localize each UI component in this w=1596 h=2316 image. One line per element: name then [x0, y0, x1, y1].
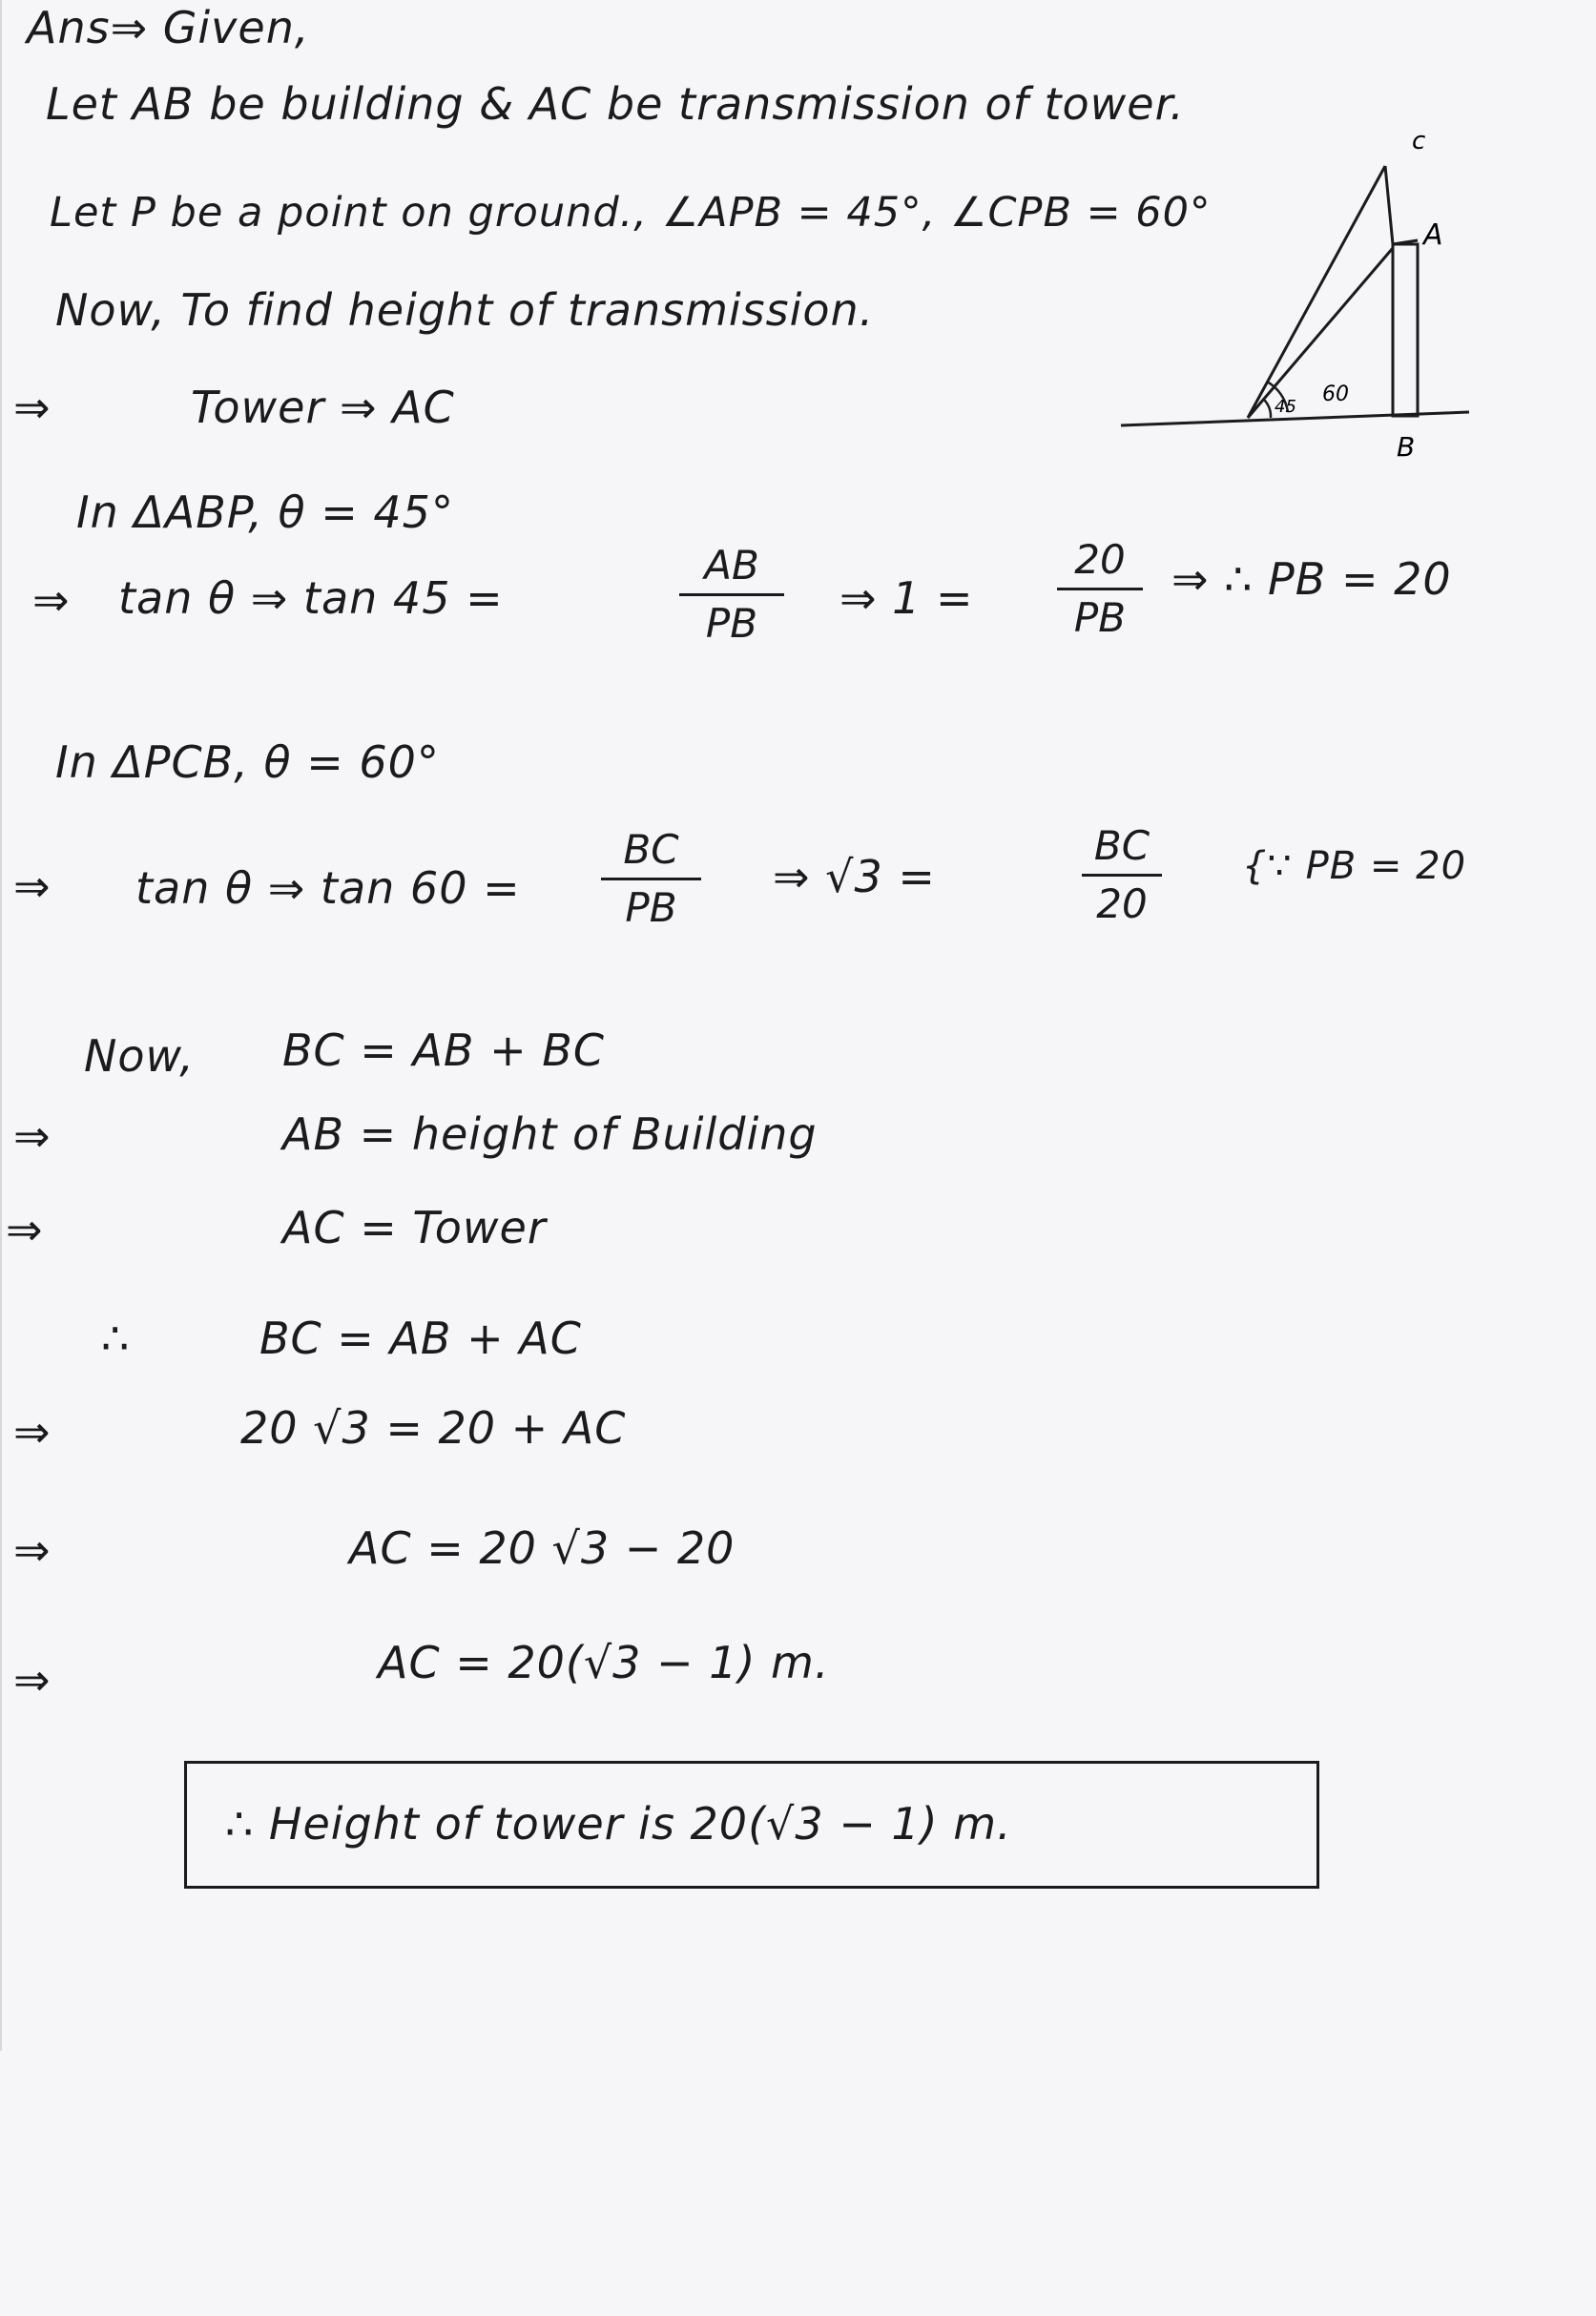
implies-arrow: ⇒	[13, 860, 51, 912]
line-root3-equals: ⇒ √3 =	[773, 851, 936, 902]
implies-arrow: ⇒	[13, 382, 51, 433]
line-now: Now,	[84, 1030, 195, 1082]
fraction-denominator: PB	[705, 600, 758, 647]
tower-diagram	[1107, 114, 1507, 467]
line-ac-tower: AC = Tower	[282, 1202, 547, 1253]
fraction-bar	[1082, 874, 1162, 877]
line-bc-sum: BC = AB + BC	[282, 1024, 605, 1076]
sight-line-to-a	[1248, 248, 1393, 418]
angle-60-label: 60	[1322, 383, 1349, 406]
line-ac-result: AC = 20(√3 − 1) m.	[378, 1637, 830, 1688]
line-since-pb-20: {∵ PB = 20	[1242, 844, 1467, 888]
implies-arrow: ⇒	[13, 1406, 51, 1458]
line-tan60: tan θ ⇒ tan 60 =	[135, 862, 521, 914]
fraction-numerator: 20	[1074, 536, 1126, 583]
line-20root3: 20 √3 = 20 + AC	[240, 1402, 627, 1454]
point-c-label: c	[1412, 127, 1426, 155]
answer-text: ∴ Height of tower is 20(√3 − 1) m.	[225, 1798, 1012, 1850]
fraction-bar	[1057, 588, 1143, 590]
angle-45-label: 45	[1275, 397, 1296, 417]
fraction-bc-pb	[601, 826, 701, 931]
point-b-label: B	[1397, 431, 1416, 463]
line-tower-ac: Tower ⇒ AC	[191, 382, 455, 433]
fraction-denominator: 20	[1096, 880, 1148, 927]
page-edge-line	[0, 0, 2, 2051]
sight-line-to-c	[1248, 166, 1385, 418]
line-equals-one: ⇒ 1 =	[839, 572, 974, 624]
fraction-bar	[679, 593, 784, 596]
fraction-bc-20	[1082, 822, 1162, 927]
fraction-denominator: PB	[1073, 594, 1127, 641]
line-triangle-pcb: In ΔPCB, θ = 60°	[55, 736, 440, 788]
building	[1393, 244, 1418, 416]
tower-line	[1385, 166, 1393, 244]
implies-arrow: ⇒	[13, 1524, 51, 1576]
point-a-label: A	[1423, 218, 1443, 252]
implies-arrow: ⇒	[13, 1654, 51, 1706]
fraction-bar	[601, 878, 701, 880]
fraction-denominator: PB	[625, 884, 677, 931]
line-bc-ab-ac: BC = AB + AC	[259, 1313, 582, 1364]
angle-arc-45	[1263, 399, 1271, 418]
line-now-find: Now, To find height of transmission.	[55, 284, 875, 336]
fraction-ab-pb	[679, 542, 784, 647]
line-triangle-abp: In ΔABP, θ = 45°	[76, 486, 454, 538]
line-let-ab: Let AB be building & AC be transmission of tower.	[46, 78, 1185, 130]
implies-arrow: ⇒	[6, 1204, 43, 1255]
line-pb-equals-20: ⇒ ∴ PB = 20	[1171, 553, 1452, 605]
line-ab-building: AB = height of Building	[282, 1108, 818, 1160]
line-let-p: Let P be a point on ground., ∠APB = 45°, ∠CPB = 60°	[50, 189, 1212, 237]
line-tan45: tan θ ⇒ tan 45 =	[118, 572, 504, 624]
answer-box	[184, 1761, 1319, 1889]
line-given: Ans⇒ Given,	[27, 2, 310, 53]
implies-arrow: ⇒	[32, 574, 70, 626]
line-therefore: ∴	[101, 1313, 131, 1364]
line-ac-difference: AC = 20 √3 − 20	[349, 1522, 736, 1574]
fraction-numerator: BC	[1093, 822, 1150, 869]
fraction-numerator: BC	[623, 826, 679, 873]
fraction-20-pb	[1057, 536, 1143, 641]
implies-arrow: ⇒	[13, 1110, 51, 1162]
fraction-numerator: AB	[704, 542, 759, 589]
